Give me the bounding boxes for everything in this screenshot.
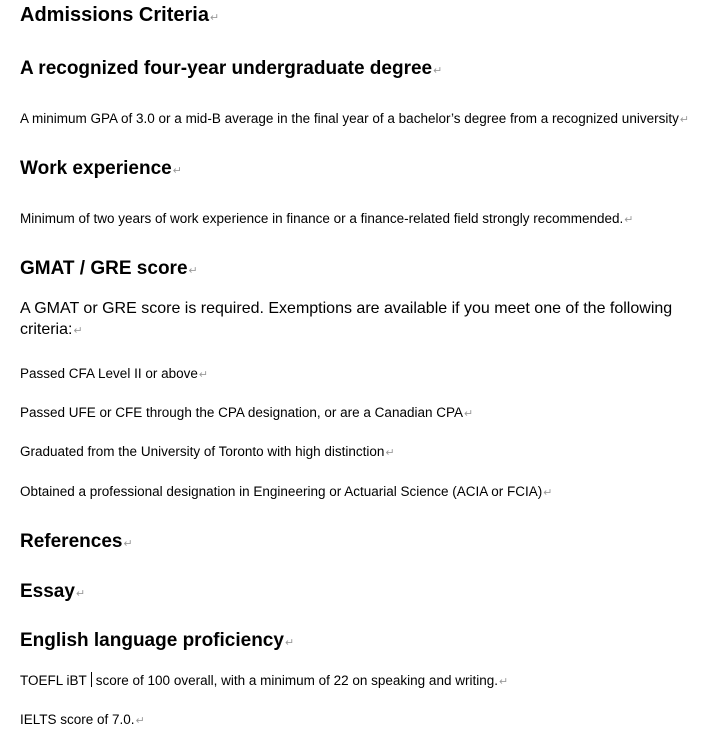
degree-heading: A recognized four-year undergraduate degree↵ [20,58,443,79]
criteria-item: Passed UFE or CFE through the CPA designation, or are a Canadian CPA↵ [20,405,474,420]
criteria-item: Graduated from the University of Toronto with high distinction↵ [20,444,395,459]
essay-heading: Essay↵ [20,581,86,602]
paragraph-mark: ↵ [464,408,474,420]
paragraph-mark: ↵ [679,114,690,126]
paragraph-mark: ↵ [209,12,220,24]
degree-text: A minimum GPA of 3.0 or a mid-B average in the final year of a bachelor’s degree from a recognized university↵ [20,111,690,126]
gmat-intro: A GMAT or GRE score is required. Exemptions are available if you meet one of the following criteria:↵ [20,300,673,338]
paragraph-mark: ↵ [433,65,443,77]
paragraph-mark: ↵ [188,265,198,277]
gmat-heading: GMAT / GRE score↵ [20,258,198,279]
criteria-item: Obtained a professional designation in Engineering or Actuarial Science (ACIA or FCIA)↵ [20,484,553,499]
paragraph-mark: ↵ [284,637,295,649]
toefl-label: TOEFL iBT [20,673,87,688]
paragraph-mark: ↵ [624,214,634,226]
work-text: Minimum of two years of work experience in finance or a finance-related field strongly recommended.↵ [20,211,634,226]
paragraph-mark: ↵ [123,538,133,550]
paragraph-mark: ↵ [543,487,553,499]
toefl-text: TOEFL iBT score of 100 overall, with a minimum of 22 on speaking and writing.↵ [20,673,509,688]
english-heading: English language proficiency↵ [20,630,295,651]
criteria-item: Passed CFA Level II or above↵ [20,366,209,381]
paragraph-mark: ↵ [73,325,83,337]
paragraph-mark: ↵ [385,447,395,459]
page-title: Admissions Criteria↵ [20,4,220,26]
paragraph-mark: ↵ [172,165,182,177]
paragraph-mark: ↵ [498,676,509,688]
paragraph-mark: ↵ [198,369,209,381]
paragraph-mark: ↵ [75,588,86,600]
work-heading: Work experience↵ [20,158,182,179]
text-cursor [91,672,92,687]
references-heading: References↵ [20,531,133,552]
ielts-text: IELTS score of 7.0.↵ [20,712,145,727]
paragraph-mark: ↵ [135,715,145,727]
